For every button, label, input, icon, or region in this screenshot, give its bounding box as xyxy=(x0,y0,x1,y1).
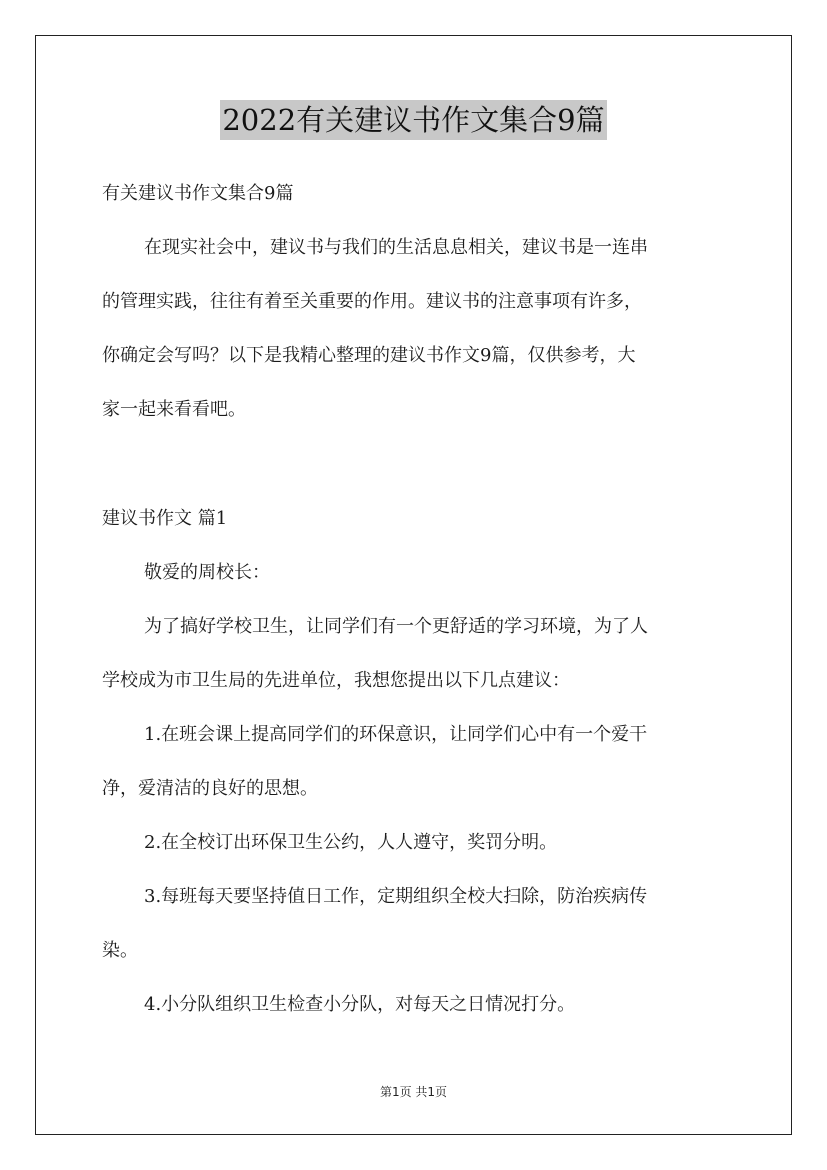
body-line-5: 2.在全校订出环保卫生公约，人人遵守，奖罚分明。 xyxy=(144,832,558,853)
body-line-4: 净，爱清洁的良好的思想。 xyxy=(102,778,318,799)
body-line-6: 3.每班每天要坚持值日工作，定期组织全校大扫除，防治疾病传 xyxy=(144,886,648,907)
body-line-8: 4.小分队组织卫生检查小分队，对每天之日情况打分。 xyxy=(144,994,576,1015)
page-footer xyxy=(0,1083,827,1101)
body-line-2: 学校成为市卫生局的先进单位，我想您提出以下几点建议： xyxy=(102,670,570,691)
intro-line-3: 你确定会写吗？以下是我精心整理的建议书作文9篇，仅供参考，大 xyxy=(102,345,636,366)
intro-line-1: 在现实社会中，建议书与我们的生活息息相关，建议书是一连串 xyxy=(144,237,648,258)
body-line-1: 为了搞好学校卫生，让同学们有一个更舒适的学习环境，为了人 xyxy=(144,616,648,637)
section-heading: 建议书作文 篇1 xyxy=(102,508,228,529)
salutation: 敬爱的周校长： xyxy=(144,562,270,583)
document-subtitle: 有关建议书作文集合9篇 xyxy=(102,183,294,204)
page-number: 第1页 共1页 xyxy=(379,1085,448,1099)
body-line-7: 染。 xyxy=(102,940,138,961)
intro-line-4: 家一起来看看吧。 xyxy=(102,399,246,420)
document-title: 2022有关建议书作文集合9篇 xyxy=(220,100,606,140)
title-container xyxy=(0,100,827,140)
intro-line-2: 的管理实践，往往有着至关重要的作用。建议书的注意事项有许多， xyxy=(102,291,642,312)
body-line-3: 1.在班会课上提高同学们的环保意识，让同学们心中有一个爱干 xyxy=(144,724,648,745)
